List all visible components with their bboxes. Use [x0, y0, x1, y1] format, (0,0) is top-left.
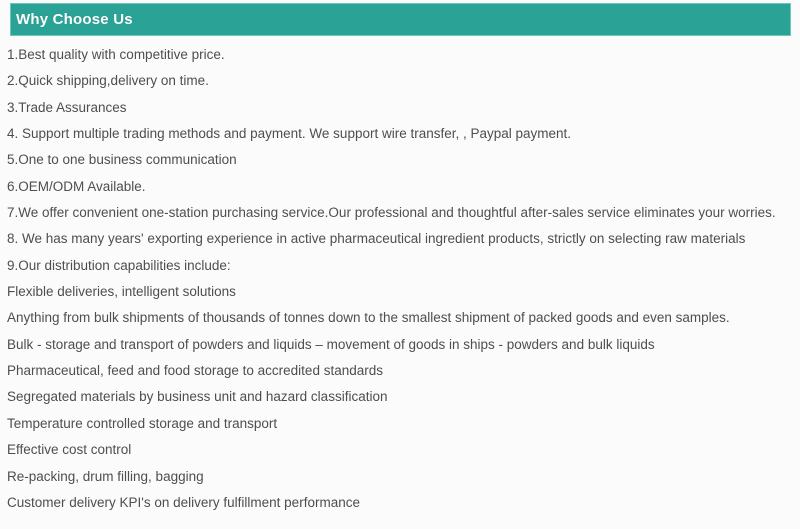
list-item: Anything from bulk shipments of thousands of tonnes down to the smallest shipment of packed goods and even samples. — [7, 310, 730, 326]
section-header-bar — [10, 3, 791, 36]
list-item: Effective cost control — [7, 442, 132, 458]
list-item: 1.Best quality with competitive price. — [7, 47, 225, 62]
why-choose-us-section — [0, 3, 800, 516]
list-item: Customer delivery KPI's on delivery fulfillment performance — [7, 494, 360, 510]
list-item: Re-packing, drum filling, bagging — [7, 468, 204, 484]
list-item: 2.Quick shipping,delivery on time. — [7, 73, 209, 89]
list-item: 7.We offer convenient one-station purchasing service.Our professional and thoughtful after-sales service eliminates your worries. — [7, 205, 776, 221]
list-item: 6.OEM/ODM Available. — [7, 178, 146, 194]
list-item: Segregated materials by business unit and hazard classification — [7, 389, 388, 405]
list-item: Pharmaceutical, feed and food storage to accredited standards — [7, 363, 383, 379]
list-item: 3.Trade Assurances — [7, 99, 127, 115]
list-item: Temperature controlled storage and transport — [7, 415, 278, 431]
list-item: 8. We has many years' exporting experience in active pharmaceutical ingredient products, strictly on selecting raw materials — [7, 231, 746, 247]
list-item: 4. Support multiple trading methods and payment. We support wire transfer, , Paypal payment. — [7, 126, 572, 142]
benefits-list — [0, 36, 800, 516]
list-item: Bulk - storage and transport of powders and liquids – movement of goods in ships - powders and bulk liquids — [7, 336, 655, 352]
list-item: Flexible deliveries, intelligent solutions — [7, 284, 236, 300]
list-item: 9.Our distribution capabilities include: — [7, 257, 231, 273]
list-item: 5.One to one business communication — [7, 152, 237, 168]
section-title: Why Choose Us — [16, 11, 133, 28]
